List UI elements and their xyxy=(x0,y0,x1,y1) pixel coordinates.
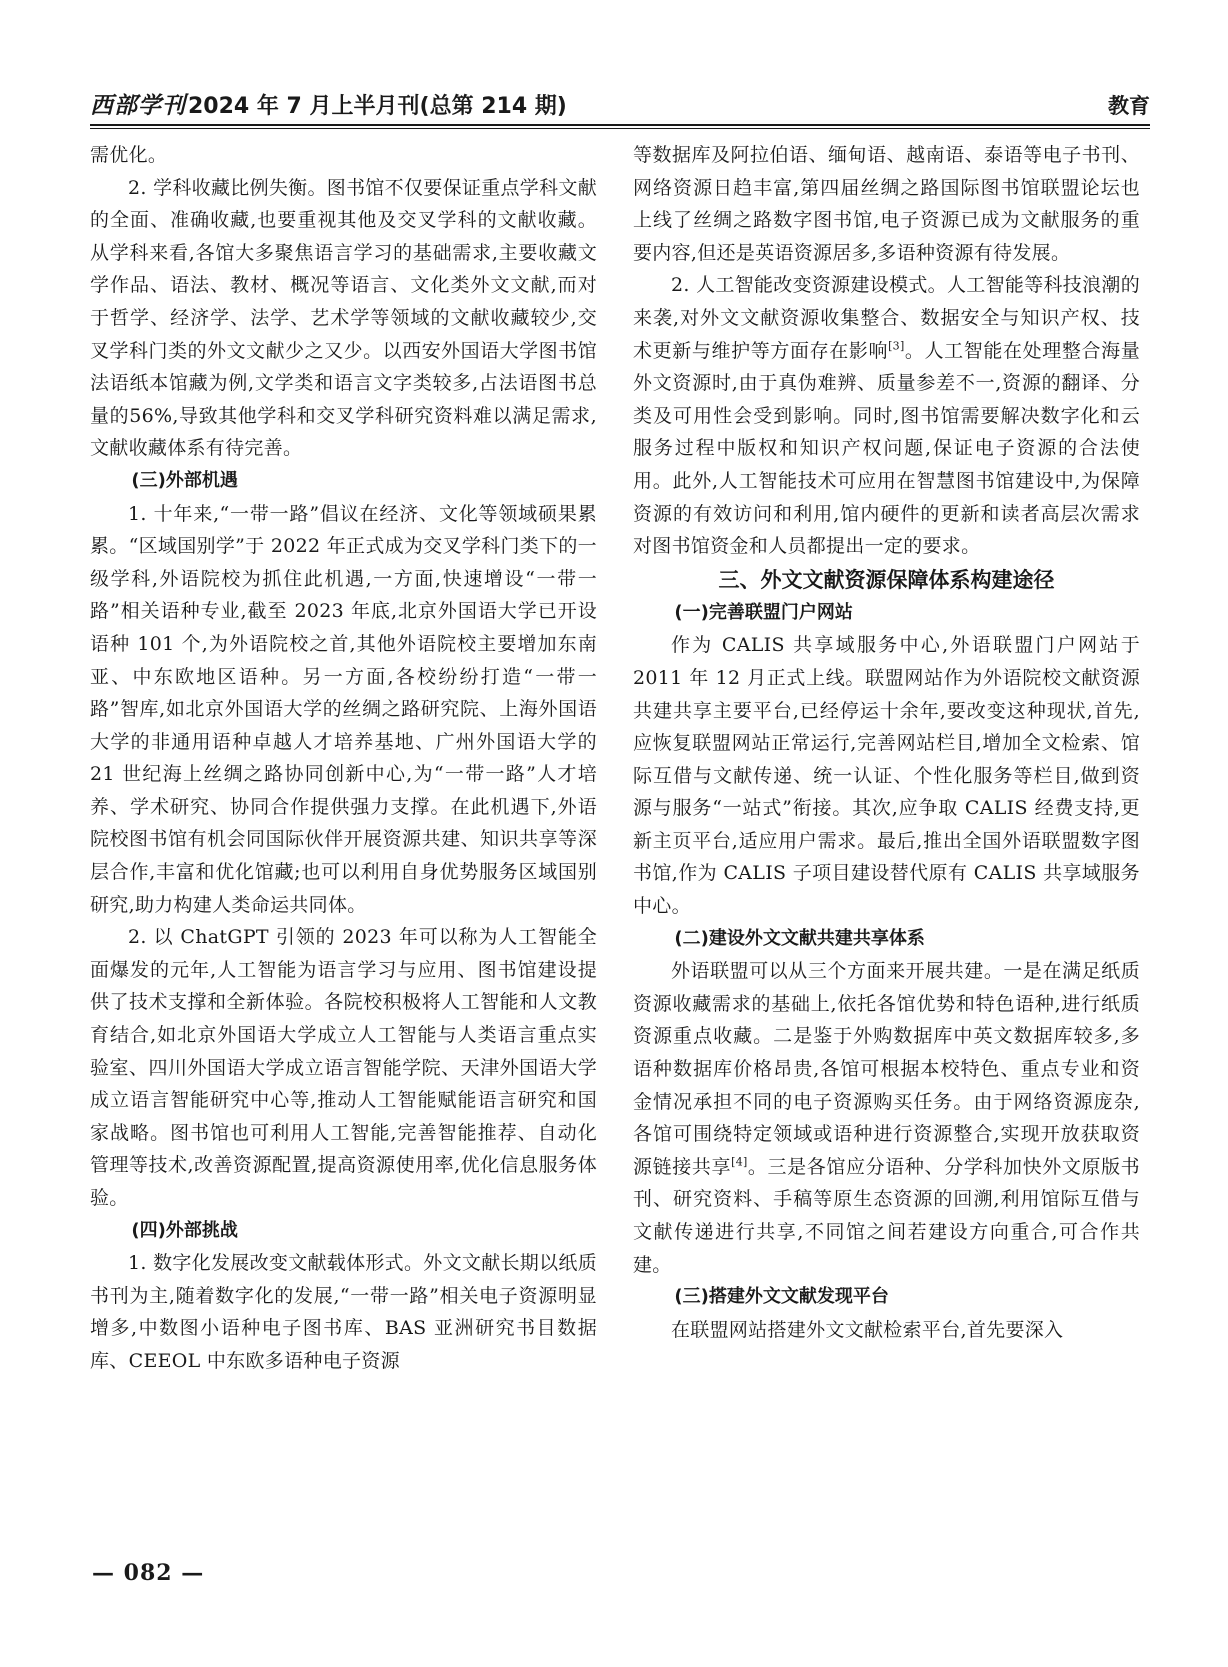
subsection-heading: (三)外部机遇 xyxy=(131,469,238,491)
paragraph-text: 2. 人工智能改变资源建设模式。人工智能等科技浪潮的来袭,对外文文献资源收集整合、数据安全与知识产权、技术更新与维护等方面存在影响 xyxy=(633,274,1140,362)
paragraph-text: 2. 以 ChatGPT 引领的 2023 年可以称为人工智能全面爆发的元年,人工智能为语言学习与应用、图书馆建设提供了技术支撑和全新体验。各院校积极将人工智能和人文教育结合,如北京外国语大学成立人工智能与人类语言重点实验室、四川外国语大学成立语言智能学院、天津外国语大学成立语言智能研究中心等,推动人工智能赋能语言研究和国家战略。图书馆也可利用人工智能,完善智能推荐、自动化管理等技术,改善资源配置,提高资源使用率,优化信息服务体验。 xyxy=(90,926,597,1209)
left-column xyxy=(90,139,597,1378)
section-tag: 教育 xyxy=(1108,94,1150,118)
header-left xyxy=(90,87,567,120)
paragraph xyxy=(633,269,1140,562)
paragraph-text: 需优化。 xyxy=(90,144,168,166)
paragraph xyxy=(90,139,597,172)
paragraph-text: 外语联盟可以从三个方面来开展共建。一是在满足纸质资源收藏需求的基础上,依托各馆优势和特色语种,进行纸质资源重点收藏。二是鉴于外购数据库中英文数据库较多,多语种数据库价格昂贵,各馆可根据本校特色、重点专业和资金情况承担不同的电子资源购买任务。由于网络资源庞杂,各馆可围绕特定领域或语种进行资源整合,实现开放获取资源链接共享 xyxy=(633,960,1140,1178)
header-rule xyxy=(90,124,1150,126)
paragraph-text: 2. 学科收藏比例失衡。图书馆不仅要保证重点学科文献的全面、准确收藏,也要重视其他及交叉学科的文献收藏。从学科来看,各馆大多聚焦语言学习的基础需求,主要收藏文学作品、语法、教材、概况等语言、文化类外文文献,而对于哲学、经济学、法学、艺术学等领域的文献收藏较少,交叉学科门类的外文文献少之又少。以西安外国语大学图书馆法语纸本馆藏为例,文学类和语言文字类较多,占法语图书总量的56%,导致其他学科和交叉学科研究资料难以满足需求,文献收藏体系有待完善。 xyxy=(90,176,597,460)
paragraph-text: 1. 十年来,“一带一路”倡议在经济、文化等领域硕果累累。“区域国别学”于 2022 年正式成为交叉学科门类下的一级学科,外语院校为抓住此机遇,一方面,快速增设“一带一路”相关语种专业,截至 2023 年底,北京外国语大学已开设语种 101 个,为外语院校之首,其他外语院校主要增加东南亚、中东欧地区语种。另一方面,各校纷纷打造“一带一路”智库,如北京外国语大学的丝绸之路研究院、上海外国语大学的非通用语种卓越人才培养基地、广州外国语大学的 21 世纪海上丝绸之路协同创新中心,为“一带一路”人才培养、学术研究、协同合作提供强力支撑。在此机遇下,外语院校图书馆有机会同国际伙伴开展资源共建、知识共享等深层合作,丰富和优化馆藏;也可以利用自身优势服务区域国别研究,助力构建人类命运共同体。 xyxy=(90,502,597,916)
paragraph-text: 等数据库及阿拉伯语、缅甸语、越南语、泰语等电子书刊、网络资源日趋丰富,第四届丝绸之路国际图书馆联盟论坛也上线了丝绸之路数字图书馆,电子资源已成为文献服务的重要内容,但还是英语资源居多,多语种资源有待发展。 xyxy=(633,144,1140,264)
paragraph xyxy=(633,955,1140,1281)
page-number: — 082 — xyxy=(92,1560,205,1586)
paragraph xyxy=(90,172,597,465)
header-rule-thin xyxy=(90,128,1150,129)
paragraph xyxy=(633,1314,1140,1347)
page-header xyxy=(90,84,1150,120)
subsection-heading: (一)完善联盟门户网站 xyxy=(674,601,853,623)
subsection-heading: (三)搭建外文文献发现平台 xyxy=(674,1286,889,1308)
subsection-heading: (二)建设外文文献共建共享体系 xyxy=(674,927,925,949)
right-column xyxy=(633,139,1140,1346)
paragraph-text: 在联盟网站搭建外文文献检索平台,首先要深入 xyxy=(671,1318,1064,1341)
journal-logo: 西部学刊 xyxy=(90,92,186,119)
paragraph xyxy=(633,139,1140,269)
citation-ref: [3] xyxy=(888,339,905,353)
paragraph-text: 。人工智能在处理整合海量外文资源时,由于真伪难辨、质量参差不一,资源的翻译、分类及可用性会受到影响。同时,图书馆需要解决数字化和云服务过程中版权和知识产权问题,保证电子资源的合法使用。此外,人工智能技术可应用在智慧图书馆建设中,为保障资源的有效访问和利用,馆内硬件的更新和读者高层次需求对图书馆资金和人员都提出一定的要求。 xyxy=(633,339,1140,558)
subsection-heading: (四)外部挑战 xyxy=(131,1219,238,1241)
paragraph-text: 作为 CALIS 共享域服务中心,外语联盟门户网站于 2011 年 12 月正式上线。联盟网站作为外语院校文献资源共建共享主要平台,已经停运十余年,要改变这种现状,首先,应恢复联盟网站正常运行,完善网站栏目,增加全文检索、馆际互借与文献传递、统一认证、个性化服务等栏目,做到资源与服务“一站式”衔接。其次,应争取 CALIS 经费支持,更新主页平台,适应用户需求。最后,推出全国外语联盟数字图书馆,作为 CALIS 子项目建设替代原有 CALIS 共享域服务中心。 xyxy=(633,634,1140,918)
section-heading: 三、外文文献资源保障体系构建途径 xyxy=(718,567,1055,592)
paragraph xyxy=(90,498,597,922)
paragraph-text: 。三是各馆应分语种、分学科加快外文原版书刊、研究资料、手稿等原生态资源的回溯,利用馆际互借与文献传递进行共享,不同馆之间若建设方向重合,可合作共建。 xyxy=(633,1155,1140,1276)
paragraph xyxy=(90,1247,597,1377)
issue-info: 2024 年 7 月上半月刊(总第 214 期) xyxy=(188,94,567,119)
paragraph xyxy=(633,629,1140,922)
paragraph xyxy=(90,921,597,1214)
paragraph-text: 1. 数字化发展改变文献载体形式。外文文献长期以纸质书刊为主,随着数字化的发展,“一带一路”相关电子资源明显增多,中数图小语种电子图书库、BAS 亚洲研究书目数据库、CEEOL 中东欧多语种电子资源 xyxy=(90,1252,597,1372)
citation-ref: [4] xyxy=(731,1155,748,1169)
